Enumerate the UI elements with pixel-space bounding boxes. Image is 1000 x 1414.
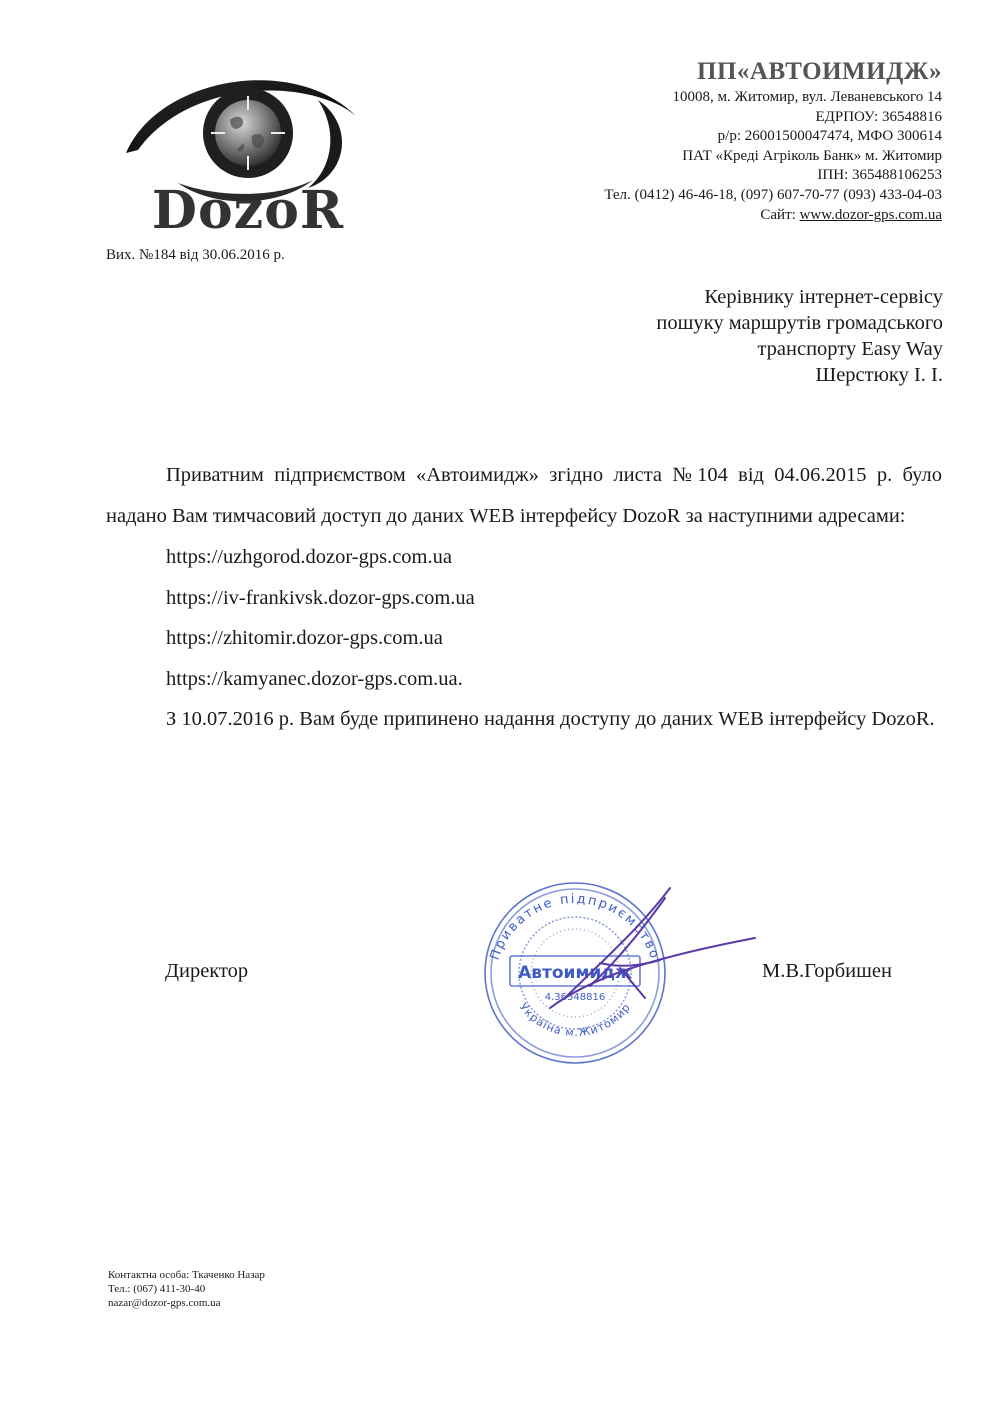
logo-wordmark: DozoR	[151, 180, 345, 238]
addressee-line: Керівнику інтернет-сервісу	[704, 286, 943, 308]
company-site-line	[502, 206, 942, 226]
address-link[interactable]: https://kamyanec.dozor-gps.com.ua.	[166, 667, 463, 690]
stamp-outer-text-path: Приватне підприємство	[487, 891, 663, 963]
stamp-code: 4.36548816	[544, 992, 606, 1003]
signature-name: М.В.Горбишен	[762, 960, 892, 982]
stamp-inner-text: Автоимидж	[518, 963, 632, 983]
contact-email: nazar@dozor-gps.com.ua	[108, 1297, 221, 1309]
company-edrpou: ЕДРПОУ: 36548816	[815, 108, 942, 125]
addressee-line: пошуку маршрутів громадського	[656, 312, 943, 334]
company-site-link[interactable]: www.dozor-gps.com.ua	[799, 206, 942, 223]
address-list	[106, 537, 942, 699]
body-paragraph-1: Приватним підприємством «Автоимидж» згідно листа №104 від 04.06.2015 р. було надано Вам тимчасовий доступ до даних WEB інтерфейсу DozoR за наступними адресами:	[106, 464, 942, 527]
addressee-block	[483, 284, 943, 388]
addressee-line: Шерстюку І. І.	[815, 364, 943, 386]
addressee-line: транспорту Easy Way	[757, 338, 943, 360]
company-stamp	[470, 868, 770, 1068]
company-phones: Тел. (0412) 46-46-18, (097) 607-70-77 (093) 433-04-03	[604, 186, 942, 203]
company-account: р/р: 26001500047474, МФО 300614	[717, 128, 942, 145]
signature-title: Директор	[165, 960, 249, 982]
address-link[interactable]: https://zhitomir.dozor-gps.com.ua	[166, 627, 443, 649]
contact-person: Контактна особа: Ткаченко Назар	[108, 1269, 265, 1281]
contact-phone: Тел.: (067) 411-30-40	[108, 1283, 206, 1295]
company-bank: ПАТ «Креді Агріколь Банк» м. Житомир	[682, 147, 942, 164]
company-ipn: ІПН: 365488106253	[817, 167, 942, 184]
body-paragraph-2: З 10.07.2016 р. Вам буде припинено надання доступу до даних WEB інтерфейсу DozoR.	[166, 708, 935, 730]
company-address: 10008, м. Житомир, вул. Леваневського 14	[672, 89, 942, 105]
address-link[interactable]: https://uzhgorod.dozor-gps.com.ua	[166, 546, 452, 568]
address-link[interactable]: https://iv-frankivsk.dozor-gps.com.ua	[166, 586, 475, 609]
outgoing-number: Вих. №184 від 30.06.2016 р.	[106, 247, 285, 263]
stamp-bottom-text	[517, 1001, 634, 1040]
company-name: ПП«АВТОИМИДЖ»	[697, 58, 942, 85]
letter-body	[106, 455, 942, 740]
company-requisites	[502, 58, 942, 225]
company-site-label: Сайт:	[760, 206, 800, 223]
contact-footer	[108, 1268, 265, 1310]
stamp-bottom-text-path: Україна м.Житомир	[516, 1000, 634, 1040]
dozor-logo	[118, 58, 378, 238]
